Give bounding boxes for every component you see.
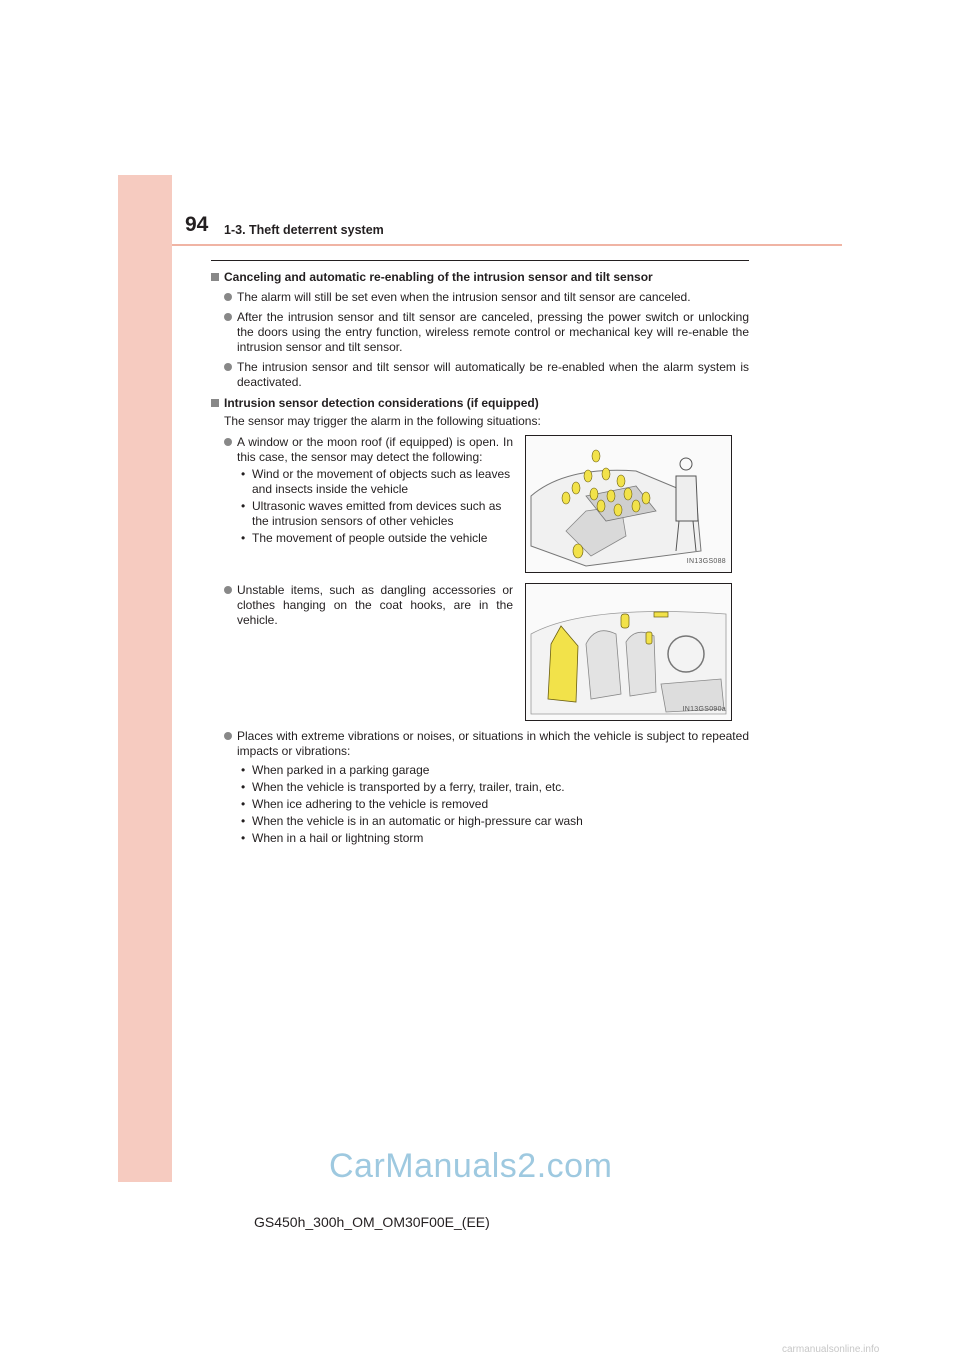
sub-list-item: • Wind or the movement of objects such as leaves and insects inside the vehicle (241, 467, 511, 496)
page-sidebar-tab (118, 175, 172, 1182)
sub-list-item: • When in a hail or lightning storm (241, 831, 424, 845)
section-heading: Canceling and automatic re-enabling of the intrusion sensor and tilt sensor (211, 270, 749, 285)
car-roof-leaves-figure (525, 435, 732, 573)
circle-bullet-icon (224, 293, 232, 301)
list-item: The alarm will still be set even when the intrusion sensor and tilt sensor are canceled. (211, 290, 749, 305)
sub-list-item: • When the vehicle is transported by a ferry, trailer, train, etc. (241, 780, 565, 794)
list-item: After the intrusion sensor and tilt sensor are canceled, pressing the power switch or unlocking the doors using the entry function, wireless remote control or mechanical key will re-enable the intrusion sensor and tilt sensor. (211, 310, 749, 355)
circle-bullet-icon (224, 313, 232, 321)
list-item: Places with extreme vibrations or noises, or situations in which the vehicle is subject to repeated impacts or vibrations: (211, 729, 749, 759)
car-roof-leaves-icon (526, 436, 731, 572)
square-bullet-icon (211, 399, 219, 407)
footer-document-code: GS450h_300h_OM_OM30F00E_(EE) (254, 1214, 490, 1230)
item-with-figure (211, 435, 749, 573)
page-number: 94 (185, 213, 209, 236)
square-bullet-icon (211, 273, 219, 281)
list-item: Unstable items, such as dangling accessories or clothes hanging on the coat hooks, are in the vehicle. (211, 583, 513, 628)
sub-list-item: • Ultrasonic waves emitted from devices such as the intrusion sensors of other vehicles (241, 499, 502, 528)
car-interior-coat-figure (525, 583, 732, 721)
circle-bullet-icon (224, 363, 232, 371)
section-intro: The sensor may trigger the alarm in the following situations: (224, 414, 541, 428)
page-content (211, 268, 749, 846)
watermark-corner: carmanualsonline.info (782, 1344, 880, 1355)
circle-bullet-icon (224, 438, 232, 446)
car-interior-coat-icon (526, 584, 731, 720)
figure-id: IN13GS088 (686, 558, 726, 565)
section-heading: Intrusion sensor detection considerations (if equipped) (211, 396, 749, 411)
list-item: A window or the moon roof (if equipped) is open. In this case, the sensor may detect the following: (211, 435, 513, 465)
section-title: 1-3. Theft deterrent system (224, 223, 384, 237)
figure-id: IN13GS090a (682, 706, 726, 713)
sub-list-item: • When parked in a parking garage (241, 763, 430, 777)
list-item: The intrusion sensor and tilt sensor will automatically be re-enabled when the alarm system is deactivated. (211, 360, 749, 390)
header-divider (172, 244, 842, 246)
item-with-figure (211, 583, 749, 721)
sub-list-item: • The movement of people outside the vehicle (241, 531, 488, 545)
sub-list-item: • When ice adhering to the vehicle is removed (241, 797, 489, 811)
watermark-logo: CarManuals2.com (329, 1147, 613, 1185)
circle-bullet-icon (224, 586, 232, 594)
circle-bullet-icon (224, 732, 232, 740)
sub-list-item: • When the vehicle is in an automatic or high-pressure car wash (241, 814, 583, 828)
content-divider (211, 260, 749, 261)
